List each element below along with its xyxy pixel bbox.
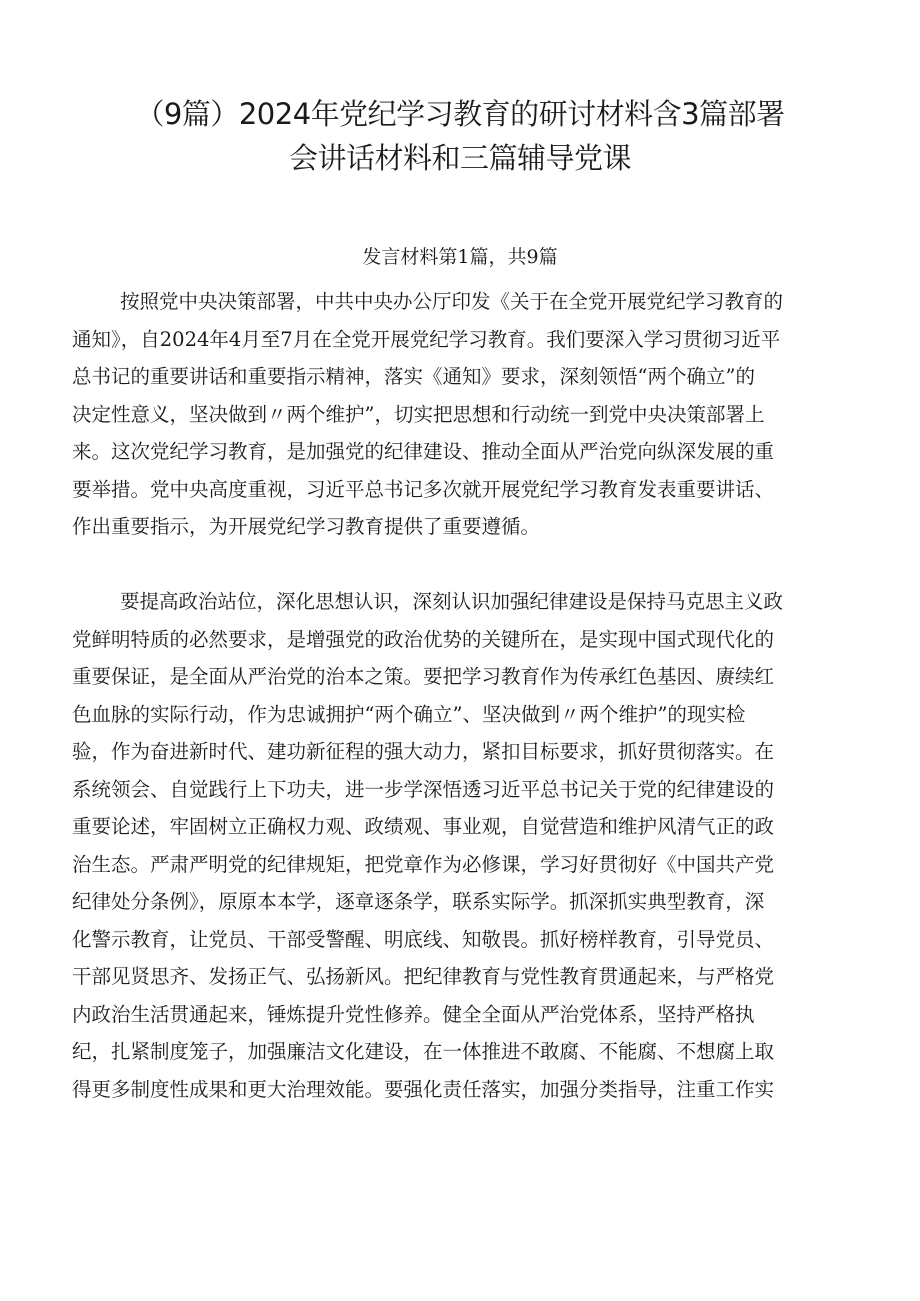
paragraph-line: 总书记的重要讲话和重要指示精神，落实《通知》要求，深刻领悟“两个确立”的 <box>72 365 755 388</box>
paragraph-line: 色血脉的实际行动，作为忠诚拥护“两个确立”、坚决做到〃两个维护”的现实检 <box>72 702 746 726</box>
paragraph-line: 重要保证，是全面从严治党的治本之策。要把学习教育作为传承红色基因、赓续红 <box>72 665 775 688</box>
document-title-line-1: （9篇）2024年党纪学习教育的研讨材料含3篇部署 <box>135 97 785 131</box>
paragraph-line: 化警示教育，让党员、干部受警醒、明底线、知敬畏。抓好榜样教育，引导党员、 <box>72 927 775 951</box>
paragraph-line: 系统领会、自觉践行上下功夫，进一步学深悟透习近平总书记关于党的纪律建设的 <box>72 777 775 801</box>
paragraph-line: 按照党中央决策部署，中共中央办公厅印发《关于在全党开展党纪学习教育的 <box>120 290 784 313</box>
paragraph-line: 重要论述，牢固树立正确权力观、政绩观、事业观，自觉营造和维护风清气正的政 <box>72 815 775 838</box>
section-heading: 发言材料第1篇，共9篇 <box>362 246 558 268</box>
paragraph-line: 干部见贤思齐、发扬正气、弘扬新风。把纪律教育与党性教育贯通起来，与严格党 <box>72 965 775 988</box>
paragraph-line: 验，作为奋进新时代、建功新征程的强大动力，紧扣目标要求，抓好贯彻落实。在 <box>72 740 775 763</box>
paragraph-line: 通知》，自2024年4月至7月在全党开展党纪学习教育。我们要深入学习贯彻习近平 <box>72 327 781 351</box>
paragraph-line: 决定性意义，坚决做到〃两个维护”，切实把思想和行动统一到党中央决策部署上 <box>72 402 765 426</box>
paragraph-line: 纪律处分条例》，原原本本学，逐章逐条学，联系实际学。抓深抓实典型教育，深 <box>72 890 765 913</box>
paragraph-line: 治生态。严肃严明党的纪律规矩，把党章作为必修课，学习好贯彻好《中国共产党 <box>72 852 775 876</box>
paragraph-line: 得更多制度性成果和更大治理效能。要强化责任落实，加强分类指导，注重工作实 <box>72 1077 775 1101</box>
paragraph-line: 党鲜明特质的必然要求，是增强党的政治优势的关键所在，是实现中国式现代化的 <box>72 627 775 651</box>
paragraph-1 <box>72 283 862 546</box>
paragraph-line: 作出重要指示，为开展党纪学习教育提供了重要遵循。 <box>72 515 541 538</box>
paragraph-line: 要举措。党中央高度重视，习近平总书记多次就开展党纪学习教育发表重要讲话、 <box>72 477 775 501</box>
paragraph-line: 内政治生活贯通起来，锤炼提升党性修养。健全全面从严治党体系，坚持严格执 <box>72 1002 755 1026</box>
paragraph-line: 来。这次党纪学习教育，是加强党的纪律建设、推动全面从严治党向纵深发展的重 <box>72 440 775 463</box>
paragraph-2 <box>72 583 862 1108</box>
paragraph-line: 纪，扎紧制度笼子，加强廉洁文化建设，在一体推进不敢腐、不能腐、不想腐上取 <box>72 1040 775 1063</box>
paragraph-line: 要提高政治站位，深化思想认识，深刻认识加强纪律建设是保持马克思主义政 <box>120 590 784 613</box>
document-title-line-2: 会讲话材料和三篇辅导党课 <box>288 141 631 175</box>
